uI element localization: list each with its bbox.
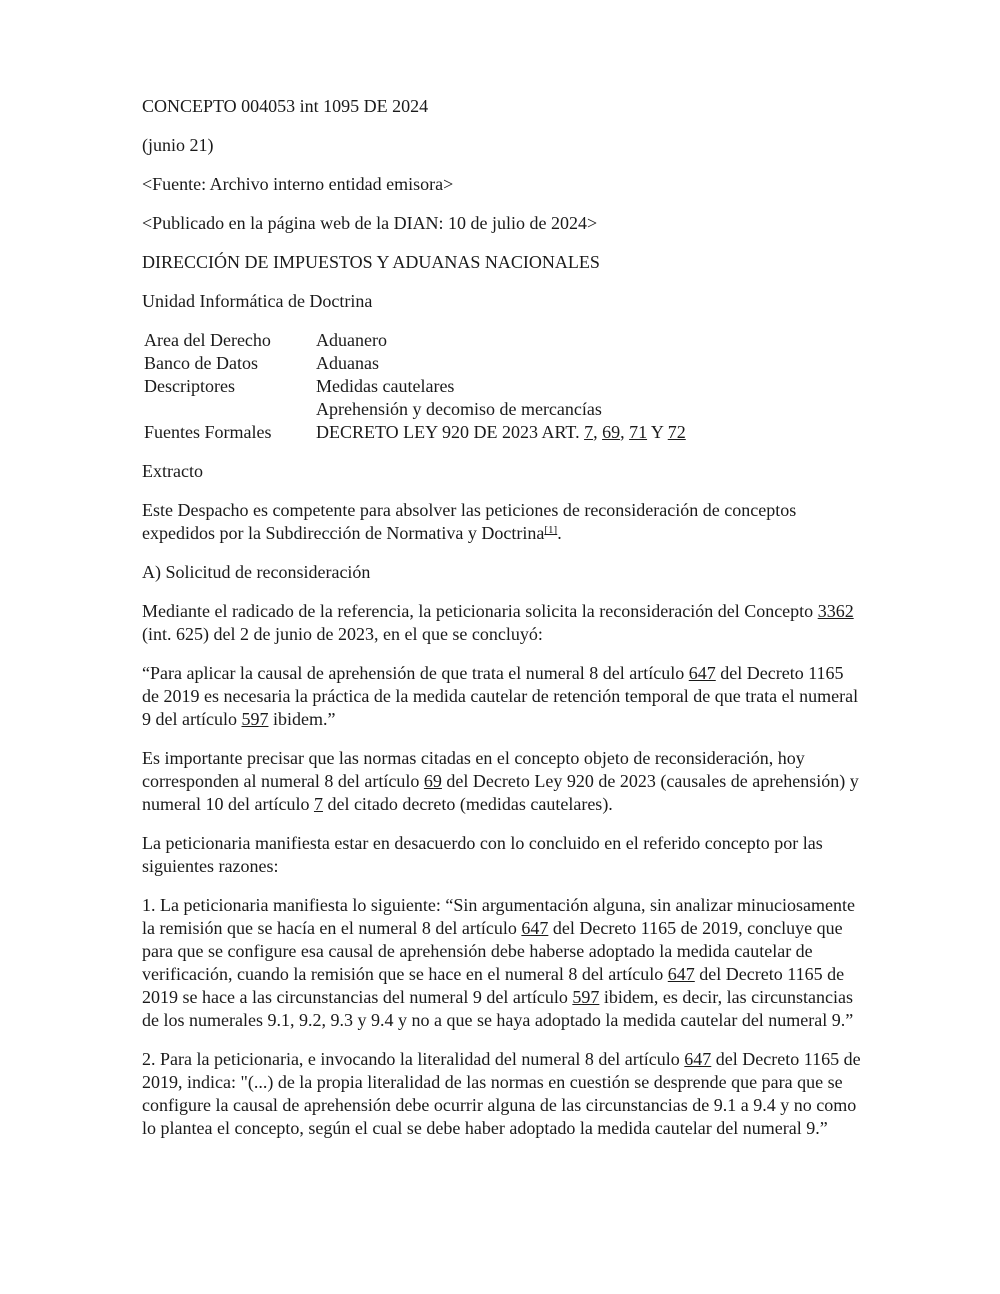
- text-span: ibidem, es decir, las circunstancias de los numerales 9.1, 9.2, 9.3 y 9.4 y no a que se haya adoptado la medida cautelar del numeral 9.”: [142, 987, 854, 1030]
- sources-label: Fuentes Formales: [144, 422, 272, 442]
- text-span: del Decreto 1165 de 2019 es necesaria la práctica de la medida cautelar de retención temporal de que trata el numeral 9 del artículo: [142, 663, 859, 729]
- bank-label: Banco de Datos: [144, 353, 258, 373]
- link-art-72[interactable]: 72: [667, 422, 686, 442]
- link-art-69[interactable]: 69: [423, 771, 442, 791]
- metadata-row-sources: [144, 421, 686, 444]
- paragraph-disagreement: La peticionaria manifiesta estar en desacuerdo con lo concluido en el referido concepto por las siguientes razones:: [142, 833, 823, 876]
- list-item-1: [142, 894, 864, 1032]
- metadata-row-area: [144, 329, 686, 352]
- text-span: 1. La peticionaria manifiesta lo siguiente: “Sin argumentación alguna, sin analizar minuciosamente la remisión que se hacía en el numeral 8 del artículo: [142, 895, 855, 938]
- document-page: [142, 95, 864, 1156]
- text-span: del Decreto 1165 de 2019 se hace a las circunstancias del numeral 9 del artículo: [142, 964, 845, 1007]
- link-art-647[interactable]: 647: [667, 964, 695, 984]
- sources-value: [316, 421, 686, 444]
- published-note: <Publicado en la página web de la DIAN: 10 de julio de 2024>: [142, 213, 598, 233]
- descriptors-values: [316, 375, 686, 421]
- link-art-647[interactable]: 647: [688, 663, 716, 683]
- paragraph-quote: [142, 662, 864, 731]
- paragraph-request: [142, 600, 864, 646]
- text-span: Mediante el radicado de la referencia, la peticionaria solicita la reconsideración del Concepto: [142, 601, 818, 621]
- link-art-7[interactable]: 7: [313, 794, 323, 814]
- area-value: Aduanero: [316, 330, 387, 350]
- extract-end: .: [557, 523, 562, 543]
- entity-name: DIRECCIÓN DE IMPUESTOS Y ADUANAS NACIONALES: [142, 252, 600, 272]
- source-note: <Fuente: Archivo interno entidad emisora>: [142, 174, 454, 194]
- extract-text: Este Despacho es competente para absolver las peticiones de reconsideración de conceptos expedidos por la Subdirección de Normativa y Doctrina: [142, 500, 797, 543]
- text-span: 2. Para la peticionaria, e invocando la literalidad del numeral 8 del artículo: [142, 1049, 685, 1069]
- link-art-647[interactable]: 647: [521, 918, 549, 938]
- link-art-7[interactable]: 7: [584, 422, 594, 442]
- text-span: “Para aplicar la causal de aprehensión de que trata el numeral 8 del artículo: [142, 663, 689, 683]
- link-art-71[interactable]: 71: [629, 422, 648, 442]
- separator: ,: [593, 422, 603, 442]
- text-span: del Decreto Ley 920 de 2023 (causales de aprehensión) y numeral 10 del artículo: [142, 771, 859, 814]
- paragraph-clarification: [142, 747, 864, 816]
- link-art-647[interactable]: 647: [684, 1049, 712, 1069]
- text-span: Es importante precisar que las normas citadas en el concepto objeto de reconsideración, hoy corresponden al numeral 8 del artículo: [142, 748, 805, 791]
- text-span: del Decreto 1165 de 2019, concluye que para que se configure esa causal de aprehensión debe haberse adoptado la medida cautelar de verificación, cuando la remisión que se hace en el numeral 8 del artículo: [142, 918, 843, 984]
- unit-name: Unidad Informática de Doctrina: [142, 291, 373, 311]
- link-art-69[interactable]: 69: [602, 422, 621, 442]
- document-title: CONCEPTO 004053 int 1095 DE 2024: [142, 96, 429, 116]
- metadata-table: [144, 329, 686, 444]
- descriptor-value: Aprehensión y decomiso de mercancías: [316, 399, 602, 419]
- separator: Y: [647, 422, 668, 442]
- metadata-row-descriptors: [144, 375, 686, 421]
- text-span: ibidem.”: [268, 709, 336, 729]
- descriptor-value: Medidas cautelares: [316, 376, 455, 396]
- footnote-link[interactable]: [1]: [544, 524, 558, 536]
- text-span: del citado decreto (medidas cautelares).: [322, 794, 613, 814]
- link-art-597[interactable]: 597: [241, 709, 269, 729]
- extract-heading: Extracto: [142, 461, 203, 481]
- text-span: (int. 625) del 2 de junio de 2023, en el que se concluyó:: [142, 624, 543, 644]
- section-a-heading: A) Solicitud de reconsideración: [142, 562, 371, 582]
- extract-paragraph: [142, 499, 864, 545]
- descriptors-label: Descriptores: [144, 376, 235, 396]
- document-date: (junio 21): [142, 135, 214, 155]
- separator: ,: [620, 422, 630, 442]
- link-concept-3362[interactable]: 3362: [817, 601, 854, 621]
- bank-value: Aduanas: [316, 353, 379, 373]
- text-span: del Decreto 1165 de 2019, indica: "(...) de la propia literalidad de las normas en cuestión se desprende que para que se configure la causal de aprehensión debe ocurrir alguna de las circunstancias de 9.1 a 9.4 y no como lo plantea el concepto, según el cual se debe haber adoptado la medida cautelar del numeral 9.”: [142, 1049, 861, 1138]
- link-art-597[interactable]: 597: [572, 987, 600, 1007]
- sources-prefix: DECRETO LEY 920 DE 2023 ART.: [316, 422, 585, 442]
- area-label: Area del Derecho: [144, 330, 271, 350]
- list-item-2: [142, 1048, 864, 1140]
- metadata-row-bank: [144, 352, 686, 375]
